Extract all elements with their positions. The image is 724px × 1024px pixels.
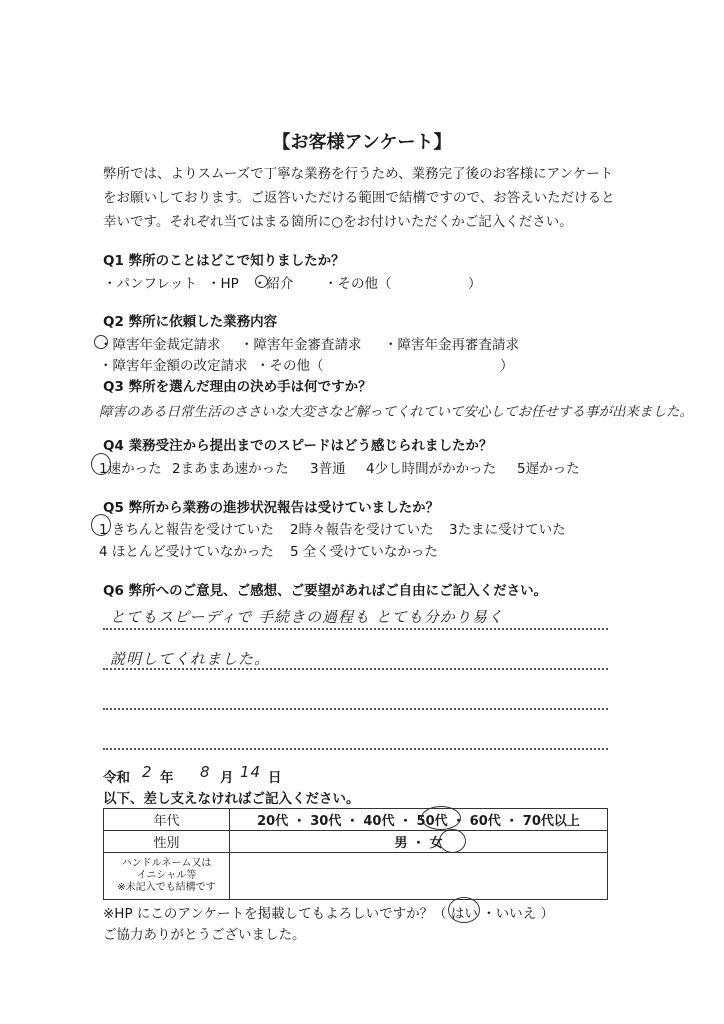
q5-question: Q5 弊所から業務の進捗状況報告は受けていましたか？ (103, 500, 440, 516)
q3-question: Q3 弊所を選んだ理由の決め手は何ですか？ (103, 379, 372, 395)
intro-line-1: 弊所では、よりスムーズで丁寧な業務を行うため、業務完了後のお客様にアンケート (103, 166, 614, 182)
table-note: 以下、差し支えなければご記入ください。 (103, 791, 360, 807)
q1-option-other-close: ） (468, 276, 482, 292)
selection-circle (255, 275, 268, 288)
age-options[interactable]: 20代 ・ 30代 ・ 40代 ・ 50代 ・ 60代 ・ 70代以上 (230, 809, 608, 831)
age-label: 年代 (104, 809, 230, 831)
name-label-line-1: ハンドルネーム又は (121, 858, 212, 869)
q2-option-re-review[interactable]: ・障害年金再審査請求 (384, 337, 519, 353)
q2-option-revision[interactable]: ・障害年金額の改定請求 (99, 358, 248, 374)
q5-option-3[interactable]: 3たまに受けていた (449, 522, 566, 538)
q2-question: Q2 弊所に依頼した業務内容 (103, 314, 278, 330)
q5-option-2[interactable]: 2時々報告を受けていた (290, 522, 434, 538)
q1-option-referral[interactable]: ・紹介 (253, 276, 294, 292)
date-era: 令和 (103, 770, 130, 786)
q1-option-pamphlet[interactable]: ・パンフレット (103, 276, 197, 292)
q4-question: Q4 業務受注から提出までのスピードはどう感じられましたか？ (103, 438, 493, 454)
answer-line (103, 668, 608, 670)
q1-question: Q1 弊所のことはどこで知りましたか？ (103, 253, 345, 269)
gender-options[interactable]: 男 ・ 女 (230, 831, 608, 853)
q4-option-2[interactable]: 2まあまあ速かった (172, 461, 289, 477)
q5-option-4[interactable]: 4 ほとんど受けていなかった (99, 544, 274, 560)
name-label-line-2: イニシャル等 (136, 870, 197, 881)
selection-circle (421, 806, 461, 830)
table-row (104, 809, 608, 831)
table-row (104, 831, 608, 853)
intro-line-3: 幸いです。それぞれ当てはまる箇所に○をお付けいただくかご記入ください。 (103, 214, 573, 230)
q6-question: Q6 弊所へのご意見、ご感想、ご要望があればご自由にご記入ください。 (103, 583, 548, 599)
q5-option-1[interactable]: 1 きちんと報告を受けていた (99, 522, 274, 538)
gender-label: 性別 (104, 831, 230, 853)
q3-answer[interactable]: 障害のある日常生活のささいな大変さなど解ってくれていて安心してお任せする事が出来ました。 (99, 404, 693, 420)
selection-circle (439, 829, 466, 853)
q2-option-initial-claim[interactable]: ・障害年金裁定請求 (99, 337, 221, 353)
date-month-unit: 月 (220, 770, 234, 786)
q6-answer-line-1[interactable]: とてもスピーディで 手続きの過程も とても分かり易く (110, 608, 504, 626)
name-label-cell (104, 853, 230, 900)
hp-question[interactable]: ※HP にこのアンケートを掲載してもよろしいですか？（ はい ・いいえ ） (103, 906, 554, 922)
q2-option-other[interactable]: ・その他（ (256, 358, 324, 374)
q2-option-other-close: ） (500, 358, 514, 374)
q5-option-5[interactable]: 5 全く受けていなかった (290, 544, 438, 560)
intro-line-2: をお願いしております。ご返答いただける範囲で結構ですので、お答えいただけると (103, 190, 615, 206)
q4-option-5[interactable]: 5遅かった (517, 461, 580, 477)
selection-circle (448, 897, 480, 923)
selection-circle (94, 335, 108, 349)
answer-line (103, 708, 608, 710)
q4-option-3[interactable]: 3普通 (310, 461, 346, 477)
selection-circle (91, 514, 111, 536)
date-year-unit: 年 (160, 770, 174, 786)
date-day-unit: 日 (268, 770, 282, 786)
q2-option-review[interactable]: ・障害年金審査請求 (240, 337, 362, 353)
closing-text: ご協力ありがとうございました。 (103, 927, 306, 943)
date-year[interactable]: 2 (142, 763, 153, 781)
answer-line (103, 628, 608, 630)
q1-option-other[interactable]: ・その他（ (324, 276, 392, 292)
table-row (104, 853, 608, 900)
date-month[interactable]: 8 (200, 763, 211, 781)
info-table (103, 808, 608, 900)
name-label-line-3: ※未記入でも結構です (117, 882, 216, 893)
q4-option-1[interactable]: 1速かった (99, 461, 162, 477)
name-input-cell[interactable] (230, 853, 608, 900)
q6-answer-line-2[interactable]: 説明してくれました。 (110, 650, 271, 668)
q1-option-hp[interactable]: ・HP (207, 276, 239, 292)
page-title: 【お客様アンケート】 (272, 132, 452, 153)
date-day[interactable]: 14 (240, 763, 262, 781)
answer-line (103, 748, 608, 750)
selection-circle (91, 453, 111, 475)
q4-option-4[interactable]: 4少し時間がかかった (366, 461, 497, 477)
